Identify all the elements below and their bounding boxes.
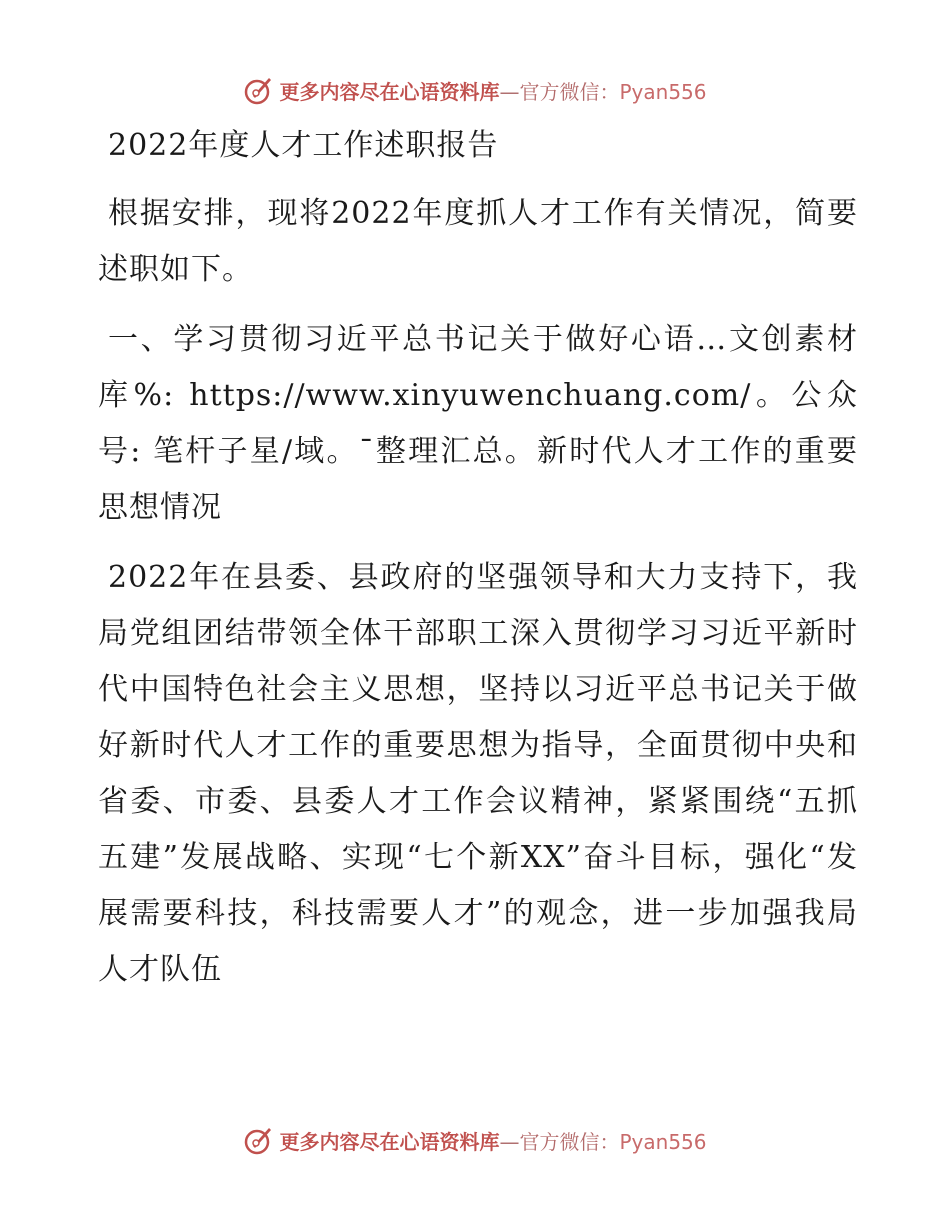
watermark-dash: — — [499, 79, 520, 104]
watermark-id: Pyan556 — [619, 1129, 707, 1154]
paragraph-section-one-body: 2022年在县委、县政府的坚强领导和大力支持下，我局党组团结带领全体干部职工深入贯彻学习习近平新时代中国特色社会主义思想，坚持以习近平总书记关于做好新时代人才工作的重要思想为指导，全面贯彻中央和省委、市委、县委人才工作会议精神，紧紧围绕“五抓五建”发展战略、实现“七个新XX”奋斗目标，强化“发展需要科技，科技需要人才”的观念，进一步加强我局人才队伍 — [98, 560, 858, 987]
document-title: 2022年度人才工作述职报告 — [108, 128, 499, 163]
watermark-sub: 官方微信： — [519, 1129, 620, 1154]
watermark-sub: 官方微信： — [519, 79, 620, 104]
footer-watermark — [0, 1120, 950, 1160]
quill-logo-icon — [243, 1124, 275, 1156]
watermark-text — [279, 76, 706, 105]
watermark-text — [279, 1126, 706, 1155]
watermark-main: 更多内容尽在心语资料库 — [279, 1129, 500, 1154]
watermark-dash: — — [499, 1129, 520, 1154]
watermark-id: Pyan556 — [619, 79, 707, 104]
document-body — [98, 120, 858, 998]
paragraph-intro: 根据安排，现将2022年度抓人才工作有关情况，简要述职如下。 — [98, 196, 858, 287]
header-watermark — [0, 70, 950, 110]
paragraph-section-one-heading: 一、学习贯彻习近平总书记关于做好心语…文创素材库%: https://www.xinyuwenchuang.com/。公众号: 笔杆子星/域。¯整理汇总。新时代人才工作的重要思想情况 — [98, 322, 858, 525]
watermark-main: 更多内容尽在心语资料库 — [279, 79, 500, 104]
quill-logo-icon — [243, 74, 275, 106]
